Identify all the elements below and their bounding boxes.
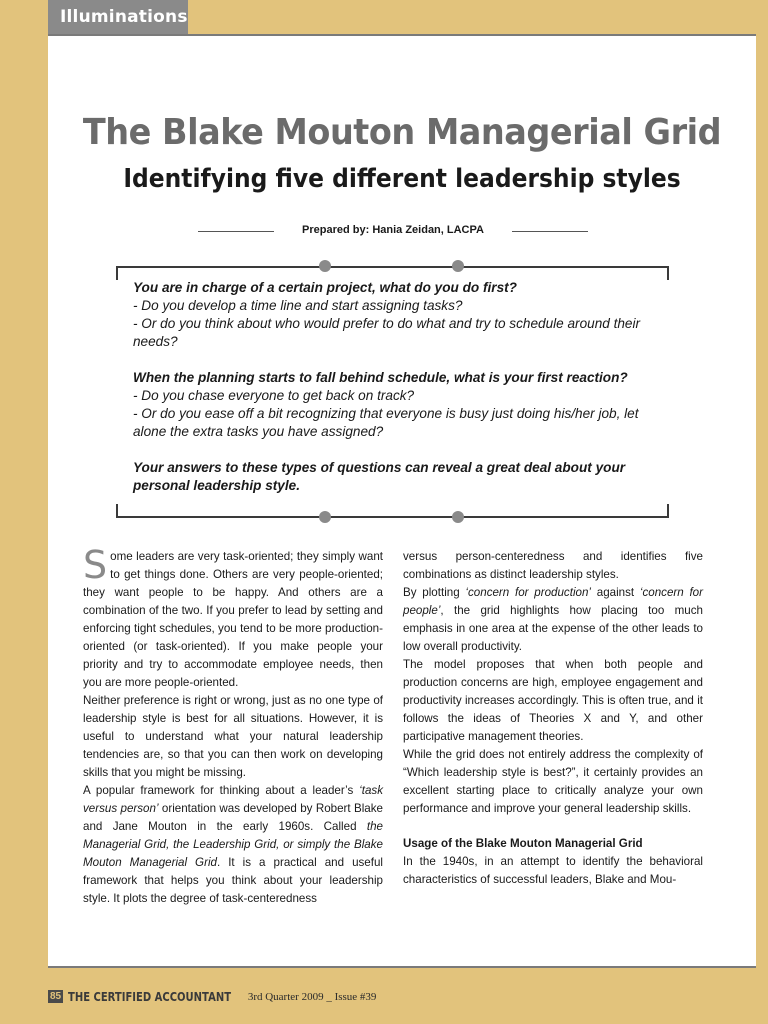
- ornament-dot: [319, 511, 331, 523]
- ornament-dot: [319, 260, 331, 272]
- question-box-tick: [667, 504, 669, 518]
- article-subtitle: Identifying five different leadership styles: [123, 164, 681, 194]
- question-option: - Or do you think about who would prefer to do what and try to schedule around their needs?: [133, 316, 641, 349]
- question-box-tick: [667, 266, 669, 280]
- magazine-name: THE CERTIFIED ACCOUNTANT: [67, 989, 231, 1005]
- question-option: - Or do you ease off a bit recognizing that everyone is busy just doing his/her job, let alone the extra tasks you have assigned?: [133, 406, 639, 439]
- paragraph: In the 1940s, in an attempt to identify the behavioral characteristics of successful leaders, Blake and Mou-: [403, 855, 703, 886]
- question-option: - Do you chase everyone to get back on track?: [133, 388, 415, 403]
- ornament-dot: [452, 511, 464, 523]
- issue-info: 3rd Quarter 2009 _ Issue #39: [247, 990, 377, 1003]
- byline-rule-right: [512, 231, 588, 232]
- body-column-left: [83, 543, 384, 908]
- footer-rule: [48, 966, 756, 968]
- paragraph: While the grid does not entirely address the complexity of “Which leadership style is best?”, it certainly provides an excellent starting place to critically analyze your own performance and improve your general leadership skills.: [403, 748, 703, 815]
- question-box-tick: [116, 266, 118, 280]
- section-subheading: Usage of the Blake Mouton Managerial Grid: [403, 837, 643, 850]
- byline-block: [198, 222, 588, 242]
- paragraph: By plotting ‘concern for production’ against ‘concern for people’, the grid highlights how placing too much emphasis in one area at the expense of the other leads to low overall productivity.: [403, 586, 703, 653]
- page: [48, 34, 756, 968]
- paragraph: A popular framework for thinking about a leader’s ‘task versus person’ orientation was developed by Robert Blake and Jane Mouton in the early 1960s. Called the Managerial Grid, the Leadership Grid, or simply the Blake Mouton Managerial Grid. It is a practical and useful framework that helps you think about your leadership style. It plots the degree of task-centeredness: [83, 784, 384, 905]
- paragraph: Neither preference is right or wrong, just as no one type of leadership style is best for all situations. However, it is useful to understand what your natural leadership tendencies are, so that you can then work on developing skills that you might be missing.: [83, 694, 383, 779]
- article-title: The Blake Mouton Managerial Grid: [82, 112, 722, 153]
- page-number: 85: [50, 991, 62, 1003]
- question-box-tick: [116, 504, 118, 518]
- drop-cap: S: [83, 543, 108, 587]
- question-box-bottom-rule: [116, 516, 669, 518]
- question-heading: You are in charge of a certain project, what do you do first?: [133, 280, 517, 295]
- question-conclusion: Your answers to these types of questions can reveal a great deal about your personal leadership style.: [133, 460, 626, 493]
- question-option: - Do you develop a time line and start assigning tasks?: [133, 298, 463, 313]
- ornament-dot: [452, 260, 464, 272]
- paragraph: Some leaders are very task-oriented; they simply want to get things done. Others are very people-oriented; they want people to be happy. And others are a combination of the two. If you prefer to lead by setting and enforcing tight schedules, you tend to be more production-oriented (or task-oriented). If you make people your priority and try to accommodate employee needs, then you are more people-oriented.: [83, 543, 383, 689]
- question-heading: When the planning starts to fall behind schedule, what is your first reaction?: [133, 370, 628, 385]
- byline: Prepared by: Hania Zeidan, LACPA: [302, 224, 484, 236]
- page-footer: [48, 988, 376, 1004]
- section-tab: Illuminations: [48, 0, 188, 34]
- byline-rule-left: [198, 231, 274, 232]
- body-column-right: [403, 548, 703, 889]
- paragraph: versus person-centeredness and identifies five combinations as distinct leadership styles.: [403, 550, 703, 581]
- question-box: [133, 279, 671, 495]
- question-box-top-rule: [116, 266, 669, 268]
- paragraph: The model proposes that when both people and production concerns are high, employee engagement and productivity increases accordingly. This is often true, and it follows the ideas of Theories X and Y, and other participative management theories.: [403, 658, 703, 743]
